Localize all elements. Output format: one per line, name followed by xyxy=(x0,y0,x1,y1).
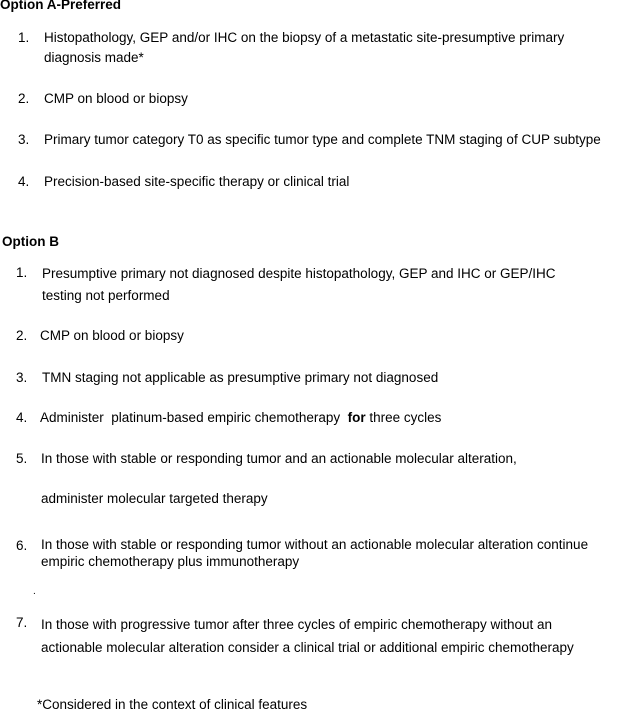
item-number: 1. xyxy=(16,265,28,280)
item-text-line: Presumptive primary not diagnosed despite histopathology, GEP and IHC or GEP/IHC xyxy=(42,266,556,281)
item-number: 1. xyxy=(18,30,30,45)
stray-dot-marker: . xyxy=(33,586,36,597)
item-number: 5. xyxy=(16,451,28,466)
footnote: *Considered in the context of clinical features xyxy=(37,697,308,712)
item-text-line: administer molecular targeted therapy xyxy=(41,491,268,506)
item-number: 2. xyxy=(18,91,30,106)
item-text-line: diagnosis made* xyxy=(44,50,144,65)
item-number: 7. xyxy=(16,615,28,630)
item-text-line: empiric chemotherapy plus immunotherapy xyxy=(41,554,300,569)
item-text-line: testing not performed xyxy=(42,288,170,303)
item-text-line: TMN staging not applicable as presumptive primary not diagnosed xyxy=(42,370,439,385)
item-text-line: actionable molecular alteration consider a clinical trial or additional empiric chemotherapy xyxy=(41,640,574,655)
item-text-line: Administer platinum-based empiric chemotherapy for three cycles xyxy=(40,410,442,425)
item-number: 4. xyxy=(18,174,30,189)
item-number: 3. xyxy=(16,370,28,385)
item-text-line: CMP on blood or biopsy xyxy=(44,91,188,106)
item-number: 4. xyxy=(16,410,28,425)
bold-word: for xyxy=(347,410,366,425)
item-text-line: In those with progressive tumor after three cycles of empiric chemotherapy without an xyxy=(41,617,552,632)
item-text-line: Precision-based site-specific therapy or clinical trial xyxy=(44,174,350,189)
item-text-line: CMP on blood or biopsy xyxy=(40,328,184,343)
item-text-line: Histopathology, GEP and/or IHC on the biopsy of a metastatic site-presumptive primary xyxy=(44,30,565,45)
item-number: 3. xyxy=(18,132,30,147)
option-a-heading: Option A-Preferred xyxy=(0,0,122,12)
item-number: 6. xyxy=(16,538,28,553)
option-b-heading: Option B xyxy=(2,234,59,249)
item-text-line: In those with stable or responding tumor without an actionable molecular alteration continue xyxy=(41,537,589,552)
item-text-line: In those with stable or responding tumor and an actionable molecular alteration, xyxy=(41,451,517,466)
item-number: 2. xyxy=(16,328,28,343)
item-text-line: Primary tumor category T0 as specific tumor type and complete TNM staging of CUP subtype xyxy=(44,132,601,147)
